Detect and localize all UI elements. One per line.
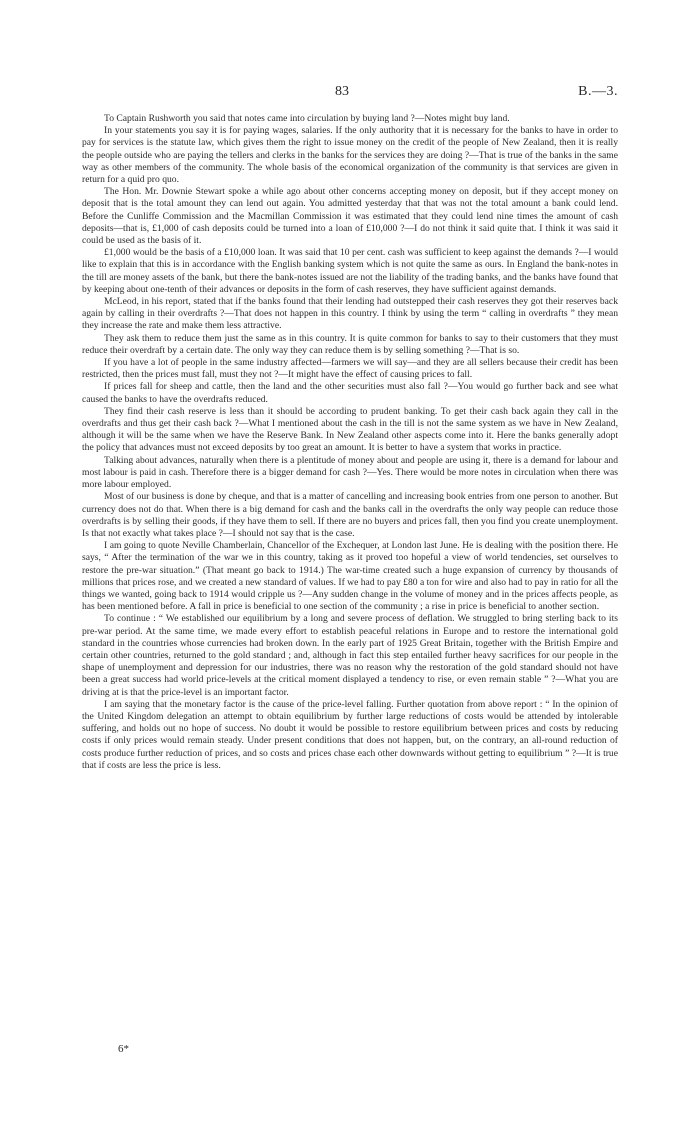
page-header	[0, 84, 700, 104]
paragraph: Most of our business is done by cheque, and that is a matter of cancelling and increasing book entries from one person to another. But currency does not do that. When there is a big demand for cash and the banks call in the overdrafts the only way people can reduce those overdrafts is by selling their goods, if they have them to sell. If there are no buyers and prices fall, then you find you create unemployment. Is that not exactly what takes place ?—I should not say that is the case.	[82, 491, 618, 539]
paragraph: Talking about advances, naturally when there is a plentitude of money about and people are using it, there is a demand for labour and most labour is paid in cash. Therefore there is a bigger demand for cash ?—Yes. There would be more notes in circulation when there was more labour employed.	[82, 454, 618, 491]
paragraph: If you have a lot of people in the same industry affected—farmers we will say—and they are all sellers because their credit has been restricted, then the prices must fall, must they not ?—It might have the effect of causing prices to fall.	[82, 357, 618, 381]
signature-mark: 6*	[118, 1043, 129, 1055]
paragraph: If prices fall for sheep and cattle, then the land and the other securities must also fall ?—You would go further back and see what caused the banks to have the overdrafts reduced.	[82, 381, 618, 405]
page-number: 83	[335, 84, 349, 99]
paragraph: McLeod, in his report, stated that if the banks found that their lending had outstepped their cash reserves they got their reserves back again by calling in their overdrafts ?—That does not happen in this country. I think by using the term “ calling in overdrafts ” they mean they increase the rate and make them less attractive.	[82, 296, 618, 332]
paragraph: The Hon. Mr. Downie Stewart spoke a while ago about other concerns accepting money on deposit, but if they accept money on deposit that is the total amount they can lend out again. You admitted yesterday that that was not the total amount a bank could lend. Before the Cunliffe Commission and the Macmillan Commission it was estimated that they could lend nine times the amount of cash deposits—that is, £1,000 of cash deposits could be turned into a loan of £10,000 ?—I do not think it said quite that. I think it was said it could be used as the basis of it.	[82, 186, 618, 247]
paragraph: £1,000 would be the basis of a £10,000 loan. It was said that 10 per cent. cash was sufficient to keep against the demands ?—I would like to explain that this is in accordance with the English banking system which is not quite the same as ours. In England the bank-notes in the till are money assets of the bank, but there the bank-notes issued are not the liability of the trading banks, and the banks have found that by keeping about one-tenth of their advances or deposits in the form of cash reserves, they have sufficient against demands.	[82, 247, 618, 295]
paragraph: I am going to quote Neville Chamberlain, Chancellor of the Exchequer, at London last June. He is dealing with the position there. He says, “ After the termination of the war we in this country, taking as it proved too hopeful a view of world tendencies, set ourselves to restore the pre-war situation.” (That meant go back to 1914.) The war-time created such a huge expansion of currency by thousands of millions that prices rose, and we created a new standard of values. If we had to pay £80 a ton for wire and also had to pay in ratio for all the things we wanted, going back to 1914 would cripple us ?—Any sudden change in the volume of money and in the prices affects people, as has been mentioned before. A fall in price is beneficial to one section of the community ; a rise in price is beneficial to another section.	[82, 540, 618, 613]
paragraph: They find their cash reserve is less than it should be according to prudent banking. To get their cash back again they call in the overdrafts and thus get their cash back ?—What I mentioned about the cash in the till is not the same system as we have in New Zealand, although it will be the same when we have the Reserve Bank. In New Zealand other aspects come into it. Here the banks generally adopt the policy that advances must not exceed deposits by too great an amount. It is better to have a system that works in practice.	[82, 405, 618, 454]
document-reference: B.—3.	[578, 84, 618, 99]
paragraph: I am saying that the monetary factor is the cause of the price-level falling. Further quotation from above report : “ In the opinion of the United Kingdom delegation an attempt to obtain equilibrium by further large reductions of costs would be attended by intolerable suffering, and holds out no hope of success. No doubt it would be possible to restore equilibrium between prices and costs by reducing costs if only prices would remain steady. Under present conditions that does not happen, but, on the contrary, an all-round reduction of costs produce further reduction of prices, and so costs and prices chase each other downwards without getting to equilibrium ” ?—It is true that if costs are less the price is less.	[82, 698, 618, 771]
paragraph: To Captain Rushworth you said that notes came into circulation by buying land ?—Notes might buy land.	[104, 113, 510, 124]
paragraph: They ask them to reduce them just the same as in this country. It is quite common for banks to say to their customers that they must reduce their overdraft by a certain date. The only way they can reduce them is by selling something ?—That is so.	[82, 332, 618, 356]
paragraph: To continue : “ We established our equilibrium by a long and severe process of deflation. We struggled to bring sterling back to its pre-war period. At the same time, we made every effort to establish peaceful relations in Europe and to restore the international gold standard in the countries whose currencies had broken down. In the early part of 1925 Great Britain, together with the British Empire and certain other countries, returned to the gold standard ; and, although in fact this step entailed further heavy sacrifices for our people in the shape of unemployment and depression for our industries, there was no reason why the restoration of the gold standard should not have been a great success had world price-levels at the critical moment displayed a tendency to rise, or even remain stable ” ?—What you are driving at is that the price-level is an important factor.	[82, 613, 618, 698]
paragraph: In your statements you say it is for paying wages, salaries. If the only authority that it is necessary for the banks to have in order to pay for services is the statute law, which gives them the right to issue money on the credit of the people of New Zealand, then it is really the people outside who are paying the tellers and clerks in the banks for the services they are doing ?—That is true of the banks in the same way as other members of the community. The whole basis of the economical organization of the community is that services are given in return for a quid pro quo.	[82, 125, 618, 186]
body-text	[82, 113, 618, 772]
